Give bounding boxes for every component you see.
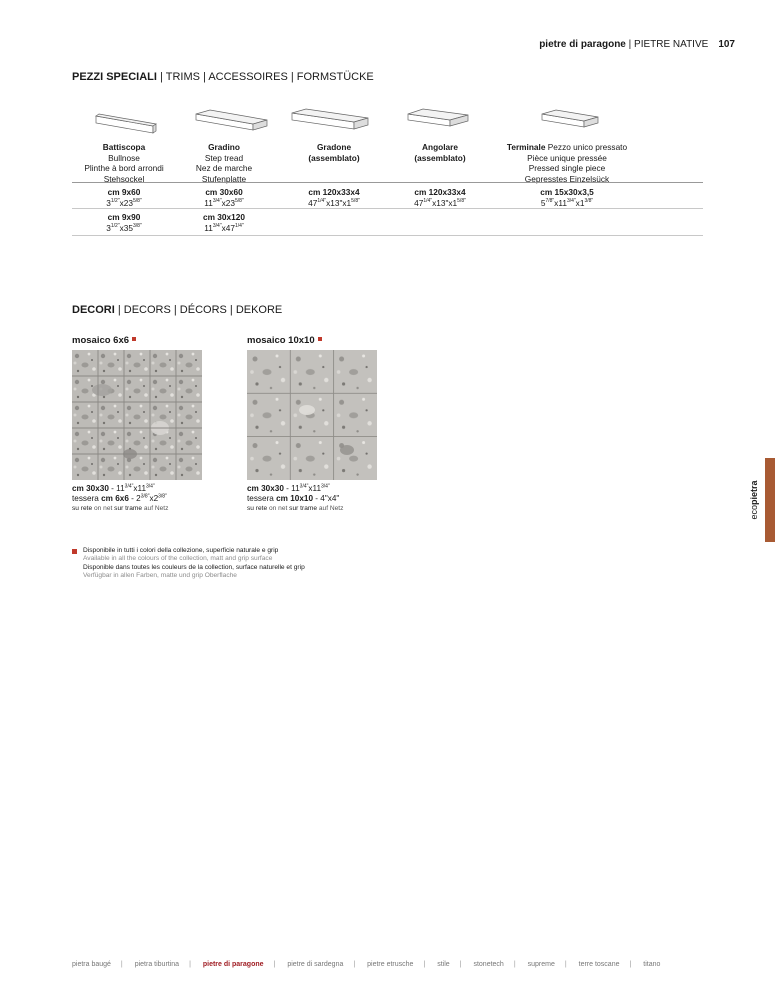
inch-fraction: 1/4" [423, 197, 433, 204]
inch-fraction: 7/8" [545, 197, 555, 204]
inch-fraction: 3/4" [299, 483, 309, 490]
mosaic-6x6-title [72, 335, 136, 346]
size-bold: cm 6x6 [101, 494, 129, 503]
inch-fraction: 5/8" [457, 197, 466, 204]
trims-title [72, 71, 374, 83]
inch-part: 47 [414, 197, 424, 208]
inch-part: 11 [204, 197, 213, 208]
inch-part: x35 [119, 222, 133, 233]
size-part: - 2 [128, 494, 141, 503]
size-part: - 11 [283, 484, 300, 493]
trim-col-bullnose [64, 142, 184, 184]
trim-desc: Stehsockel [103, 173, 145, 184]
mosaic-net [247, 504, 343, 514]
legend-it: Disponibile in tutti i colori della collezione, superficie naturale e grip [83, 547, 279, 554]
trim-size [385, 187, 495, 208]
inch-part: 11 [204, 222, 213, 233]
page-header [539, 39, 735, 50]
footer-link[interactable]: pietra baugé [72, 961, 111, 968]
footer-link[interactable]: titano [643, 961, 661, 968]
trim-desc: Nez de marche [195, 163, 253, 174]
size-part: x11 [308, 484, 321, 493]
legend-fr: Disponible dans toutes les couleurs de la collection, surface naturelle et grip [83, 563, 305, 571]
decors-title-rest: | DECORS | DÉCORS | DEKORE [114, 304, 283, 316]
divider [72, 235, 703, 236]
inch-fraction: 3/4" [146, 483, 155, 490]
size-cm: cm 9x90 [107, 212, 141, 222]
inch-fraction: 3/4" [212, 197, 222, 204]
header-subtitle: | PIETRE NATIVE [625, 39, 709, 50]
inch-part: x13"x1 [432, 197, 458, 208]
trim-desc: Step tread [204, 152, 244, 163]
trims-title-rest: | TRIMS | ACCESSOIRES | FORMSTÜCKE [156, 71, 374, 83]
trim-desc: Pièce unique pressée [527, 152, 607, 163]
legend-text [83, 547, 305, 581]
net-en: on net [92, 505, 115, 512]
mosaic-size [72, 484, 168, 494]
inch-fraction: 3/8" [140, 493, 150, 500]
inch-part: x11 [554, 197, 567, 208]
net-fr: sur trame [289, 505, 318, 512]
size-bold: cm 30x30 [247, 484, 284, 493]
header-title: pietre di paragone [539, 39, 626, 50]
trim-size [64, 187, 184, 208]
inch-fraction: 5/8" [351, 197, 360, 204]
net-fr: sur trame [114, 505, 143, 512]
trim-name: Battiscopa [102, 142, 146, 152]
mosaic-6x6-image [72, 350, 202, 480]
trim-size [279, 187, 389, 208]
footer-link[interactable]: stile [437, 961, 450, 968]
trim-name-sub: (assemblato) [308, 152, 360, 163]
inch-part: 3 [106, 197, 111, 208]
trim-desc: Stufenplatte [201, 173, 247, 184]
footer-link[interactable]: pietre etrusche [367, 961, 414, 968]
size-part: - 11 [108, 484, 125, 493]
inch-fraction: 5/8" [235, 197, 244, 204]
side-tab-label [749, 480, 759, 519]
size-part: x11 [133, 484, 146, 493]
divider [72, 182, 703, 183]
trim-name: Terminale [506, 142, 546, 152]
trim-col-gradone [279, 142, 389, 163]
trim-name-sub: (assemblato) [414, 152, 466, 163]
trim-size [487, 187, 647, 208]
trim-desc: Bullnose [108, 152, 140, 163]
size-cm: cm 15x30x3,5 [540, 187, 594, 197]
step-tread-icon [196, 110, 267, 130]
legend-de: Verfügbar in allen Farben, matte und grip Oberflache [83, 572, 237, 580]
inch-fraction: 5/8" [133, 197, 142, 204]
trim-name-rest: Pezzo unico pressato [545, 142, 628, 152]
trim-name: Gradone [316, 142, 352, 152]
inch-fraction: 3/8" [584, 197, 594, 204]
inch-fraction: 3/8" [158, 493, 167, 500]
size-part: x2 [149, 494, 159, 503]
mosaic-10x10-info [247, 484, 343, 514]
mosaic-10x10-title [247, 335, 322, 346]
size-inch [64, 198, 184, 209]
size-inch [169, 198, 279, 209]
inch-fraction: 1/2" [110, 197, 120, 204]
net-de: auf Netz [317, 505, 344, 512]
size-inch [169, 223, 279, 234]
page-number: 107 [718, 39, 735, 50]
inch-fraction: 3/4" [124, 483, 134, 490]
size-inch [64, 223, 184, 234]
size-inch [385, 198, 495, 209]
mosaic-6x6-info [72, 484, 168, 514]
trim-desc: Gepresstes Einzelsück [524, 173, 610, 184]
net-it: su rete [72, 505, 93, 512]
trims-title-bold: PEZZI SPECIALI [72, 71, 157, 83]
inch-fraction: 1/4" [317, 197, 327, 204]
net-en: on net [267, 505, 290, 512]
decors-title-bold: DECORI [72, 304, 115, 316]
trim-illustrations [78, 104, 690, 136]
size-bold: cm 30x30 [72, 484, 109, 493]
mosaic-net [72, 504, 168, 514]
footer-link[interactable]: stonetech [473, 961, 504, 968]
size-inch [487, 198, 647, 209]
size-bold: cm 10x10 [276, 494, 314, 503]
net-it: su rete [247, 505, 268, 512]
terminale-icon [542, 110, 598, 127]
trim-size [64, 212, 184, 233]
size-cm: cm 120x33x4 [308, 187, 360, 197]
bullnose-icon [96, 114, 156, 133]
trim-name: Angolare [422, 142, 458, 152]
available-square-icon [132, 337, 136, 341]
mosaic-tessera [247, 494, 343, 504]
inch-part: x13"x1 [326, 197, 352, 208]
inch-part: 5 [540, 197, 546, 208]
side-tab-label-a: eco [749, 505, 759, 520]
inch-part: 3 [106, 222, 111, 233]
tessera-label: tessera [72, 494, 102, 503]
inch-part: 47 [308, 197, 318, 208]
mosaic-title-text: mosaico 10x10 [247, 335, 315, 346]
footer-link-active[interactable]: pietre di paragone [202, 961, 264, 968]
mosaic-10x10-image [247, 350, 377, 480]
footer-link[interactable]: pietre di sardegna [287, 961, 344, 968]
size-part: - 4"x4" [313, 494, 340, 503]
inch-fraction: 3/4" [212, 222, 222, 229]
divider [72, 208, 703, 209]
size-cm: cm 30x60 [205, 187, 243, 197]
decors-title [72, 304, 282, 316]
trim-col-angolare [385, 142, 495, 163]
angolare-icon [408, 109, 468, 126]
footer-link[interactable]: terre toscane [578, 961, 620, 968]
size-cm: cm 30x120 [203, 212, 245, 222]
trim-desc: Pressed single piece [528, 163, 606, 174]
gradone-icon [292, 109, 368, 129]
size-cm: cm 9x60 [107, 187, 141, 197]
trim-col-step-tread [169, 142, 279, 184]
trim-size [169, 187, 279, 208]
mosaic-size [247, 484, 343, 494]
available-square-icon [318, 337, 322, 341]
legend-en: Available in all the colours of the collection, matt and grip surface [83, 555, 273, 563]
trim-col-terminale [487, 142, 647, 184]
inch-part: x47 [221, 222, 235, 233]
inch-part: x23 [221, 197, 235, 208]
side-tab-marker [765, 458, 775, 542]
size-inch [279, 198, 389, 209]
net-de: auf Netz [142, 505, 169, 512]
footer-nav: pietra baugé | pietra tiburtina | pietre di paragone | pietre di sardegna | pietre etrusche | stile | stonetech | supreme | terre toscane | titano [72, 961, 661, 968]
footer-link[interactable]: pietra tiburtina [134, 961, 180, 968]
inch-fraction: 3/4" [321, 483, 330, 490]
tessera-label: tessera [247, 494, 277, 503]
mosaic-tessera [72, 494, 168, 504]
trim-desc: Plinthe à bord arrondi [84, 163, 164, 174]
size-cm: cm 120x33x4 [414, 187, 466, 197]
inch-part: x1 [575, 197, 585, 208]
inch-fraction: 1/2" [110, 222, 120, 229]
inch-fraction: 3/8" [133, 222, 142, 229]
legend-square-icon [72, 549, 77, 554]
inch-fraction: 3/4" [566, 197, 576, 204]
trim-name: Gradino [208, 142, 240, 152]
inch-part: x23 [119, 197, 133, 208]
mosaic-title-text: mosaico 6x6 [72, 335, 130, 346]
side-tab-label-b: pietra [749, 480, 759, 505]
trim-size [169, 212, 279, 233]
inch-fraction: 1/4" [235, 222, 244, 229]
footer-link[interactable]: supreme [527, 961, 555, 968]
